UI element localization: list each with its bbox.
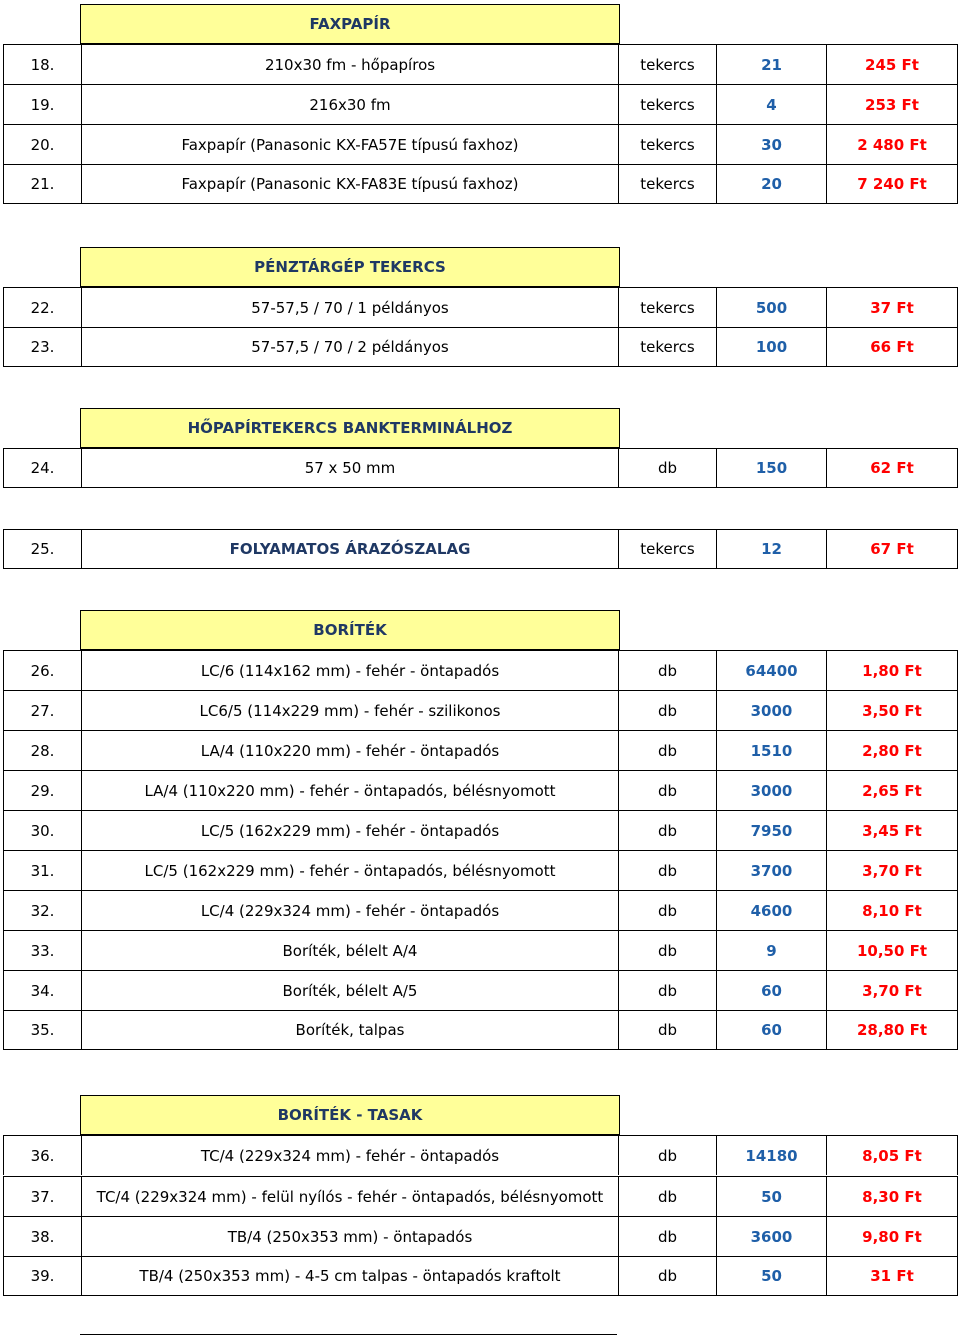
table-row [3, 327, 958, 367]
item-description: Faxpapír (Panasonic KX-FA57E típusú faxhoz) [81, 125, 618, 164]
item-number: 39. [30, 1267, 55, 1285]
table-row [3, 124, 958, 164]
item-unit: db [618, 1177, 716, 1216]
item-price: 1,80 Ft [826, 651, 957, 690]
table-row [3, 970, 958, 1010]
table-row [3, 1010, 958, 1050]
item-description: LC/6 (114x162 mm) - fehér - öntapadós [81, 651, 618, 690]
item-unit: tekercs [618, 530, 716, 568]
item-price: 3,50 Ft [826, 691, 957, 730]
item-description: TB/4 (250x353 mm) - öntapadós [81, 1217, 618, 1256]
item-unit: tekercs [618, 125, 716, 164]
item-unit: db [618, 891, 716, 930]
item-description: LC/5 (162x229 mm) - fehér - öntapadós, bélésnyomott [81, 851, 618, 890]
item-price: 9,80 Ft [826, 1217, 957, 1256]
item-unit: db [618, 651, 716, 690]
item-number: 33. [30, 941, 55, 960]
item-quantity: 60 [716, 971, 826, 1010]
table-row [3, 730, 958, 770]
item-number: 25. [30, 540, 55, 558]
item-unit: db [618, 771, 716, 810]
item-quantity: 60 [716, 1011, 826, 1049]
item-unit: tekercs [618, 328, 716, 366]
item-price: 8,10 Ft [826, 891, 957, 930]
item-quantity: 3000 [716, 771, 826, 810]
item-price: 28,80 Ft [826, 1011, 957, 1049]
item-description: 210x30 fm - hőpapíros [81, 45, 618, 84]
item-quantity: 4 [716, 85, 826, 124]
item-quantity: 30 [716, 125, 826, 164]
item-number: 22. [30, 298, 55, 317]
item-number: 37. [30, 1187, 55, 1206]
item-description: Boríték, bélelt A/4 [81, 931, 618, 970]
item-price: 37 Ft [826, 288, 957, 327]
table-row [3, 1216, 958, 1256]
item-quantity: 64400 [716, 651, 826, 690]
item-unit: tekercs [618, 85, 716, 124]
item-unit: db [618, 449, 716, 487]
item-number: 29. [30, 781, 55, 800]
item-price: 3,70 Ft [826, 971, 957, 1010]
table-row [3, 650, 958, 690]
item-number: 31. [30, 861, 55, 880]
item-quantity: 14180 [716, 1136, 826, 1175]
item-price: 253 Ft [826, 85, 957, 124]
item-number: 19. [30, 95, 55, 114]
item-number: 35. [30, 1021, 55, 1039]
item-unit: db [618, 811, 716, 850]
item-quantity: 3000 [716, 691, 826, 730]
item-unit: tekercs [618, 165, 716, 203]
item-quantity: 20 [716, 165, 826, 203]
section-header-boritek: BORÍTÉK [80, 610, 620, 650]
item-description: 216x30 fm [81, 85, 618, 124]
item-unit: db [618, 851, 716, 890]
item-quantity: 100 [716, 328, 826, 366]
table-row [3, 890, 958, 930]
item-number: 23. [30, 338, 55, 356]
item-unit: db [618, 1011, 716, 1049]
item-number: 38. [30, 1227, 55, 1246]
item-quantity: 21 [716, 45, 826, 84]
item-number: 32. [30, 901, 55, 920]
section-header-boritek-tasak: BORÍTÉK - TASAK [80, 1095, 620, 1135]
item-price: 7 240 Ft [826, 165, 957, 203]
item-quantity: 1510 [716, 731, 826, 770]
table-row [3, 1256, 958, 1296]
item-price: 8,30 Ft [826, 1177, 957, 1216]
item-price: 245 Ft [826, 45, 957, 84]
table-row [3, 930, 958, 970]
table-row [3, 690, 958, 730]
item-description: 57 x 50 mm [81, 449, 618, 487]
table-row [3, 84, 958, 124]
item-number: 21. [30, 175, 55, 193]
item-description: LA/4 (110x220 mm) - fehér - öntapadós [81, 731, 618, 770]
item-price: 67 Ft [826, 530, 957, 568]
item-unit: db [618, 931, 716, 970]
section-header-penztargep-tekercs: PÉNZTÁRGÉP TEKERCS [80, 247, 620, 287]
item-quantity: 50 [716, 1257, 826, 1295]
item-unit: tekercs [618, 45, 716, 84]
item-number: 34. [30, 981, 55, 1000]
item-description: LC/4 (229x324 mm) - fehér - öntapadós [81, 891, 618, 930]
item-number: 30. [30, 821, 55, 840]
item-quantity: 12 [716, 530, 826, 568]
item-price: 3,45 Ft [826, 811, 957, 850]
table-row [3, 850, 958, 890]
item-unit: db [618, 731, 716, 770]
item-unit: db [618, 1217, 716, 1256]
table-row [3, 164, 958, 204]
item-description: Boríték, bélelt A/5 [81, 971, 618, 1010]
item-description: FOLYAMATOS ÁRAZÓSZALAG [81, 530, 618, 568]
section-header-hopapirtekercs: HŐPAPÍRTEKERCS BANKTERMINÁLHOZ [80, 408, 620, 448]
section-header-faxpapir: FAXPAPÍR [80, 4, 620, 44]
item-description: Faxpapír (Panasonic KX-FA83E típusú faxhoz) [81, 165, 618, 203]
item-quantity: 7950 [716, 811, 826, 850]
table-row [3, 810, 958, 850]
item-description: LA/4 (110x220 mm) - fehér - öntapadós, bélésnyomott [81, 771, 618, 810]
item-description: TC/4 (229x324 mm) - felül nyílós - fehér - öntapadós, bélésnyomott [81, 1177, 618, 1216]
item-quantity: 4600 [716, 891, 826, 930]
item-description: TB/4 (250x353 mm) - 4-5 cm talpas - öntapadós kraftolt [81, 1257, 618, 1295]
table-row [3, 1135, 958, 1175]
item-quantity: 3600 [716, 1217, 826, 1256]
table-row [3, 529, 958, 569]
item-quantity: 3700 [716, 851, 826, 890]
item-number: 36. [30, 1146, 55, 1165]
item-number: 24. [30, 459, 55, 477]
item-quantity: 500 [716, 288, 826, 327]
item-unit: db [618, 971, 716, 1010]
divider [80, 1334, 617, 1335]
item-quantity: 50 [716, 1177, 826, 1216]
item-price: 8,05 Ft [826, 1136, 957, 1175]
item-number: 18. [30, 55, 55, 74]
item-number: 26. [30, 661, 55, 680]
item-price: 2 480 Ft [826, 125, 957, 164]
item-price: 66 Ft [826, 328, 957, 366]
item-unit: db [618, 691, 716, 730]
item-number: 20. [30, 135, 55, 154]
item-price: 10,50 Ft [826, 931, 957, 970]
item-unit: db [618, 1257, 716, 1295]
item-price: 2,80 Ft [826, 731, 957, 770]
item-description: LC/5 (162x229 mm) - fehér - öntapadós [81, 811, 618, 850]
item-price: 2,65 Ft [826, 771, 957, 810]
item-price: 31 Ft [826, 1257, 957, 1295]
table-row [3, 1176, 958, 1216]
table-row [3, 448, 958, 488]
item-quantity: 150 [716, 449, 826, 487]
table-row [3, 44, 958, 84]
table-row [3, 287, 958, 327]
item-description: TC/4 (229x324 mm) - fehér - öntapadós [81, 1136, 618, 1175]
item-quantity: 9 [716, 931, 826, 970]
item-unit: db [618, 1136, 716, 1175]
item-price: 3,70 Ft [826, 851, 957, 890]
item-unit: tekercs [618, 288, 716, 327]
table-row [3, 770, 958, 810]
item-description: LC6/5 (114x229 mm) - fehér - szilikonos [81, 691, 618, 730]
item-number: 27. [30, 701, 55, 720]
item-number: 28. [30, 741, 55, 760]
item-description: Boríték, talpas [81, 1011, 618, 1049]
item-description: 57-57,5 / 70 / 2 példányos [81, 328, 618, 366]
item-price: 62 Ft [826, 449, 957, 487]
item-description: 57-57,5 / 70 / 1 példányos [81, 288, 618, 327]
